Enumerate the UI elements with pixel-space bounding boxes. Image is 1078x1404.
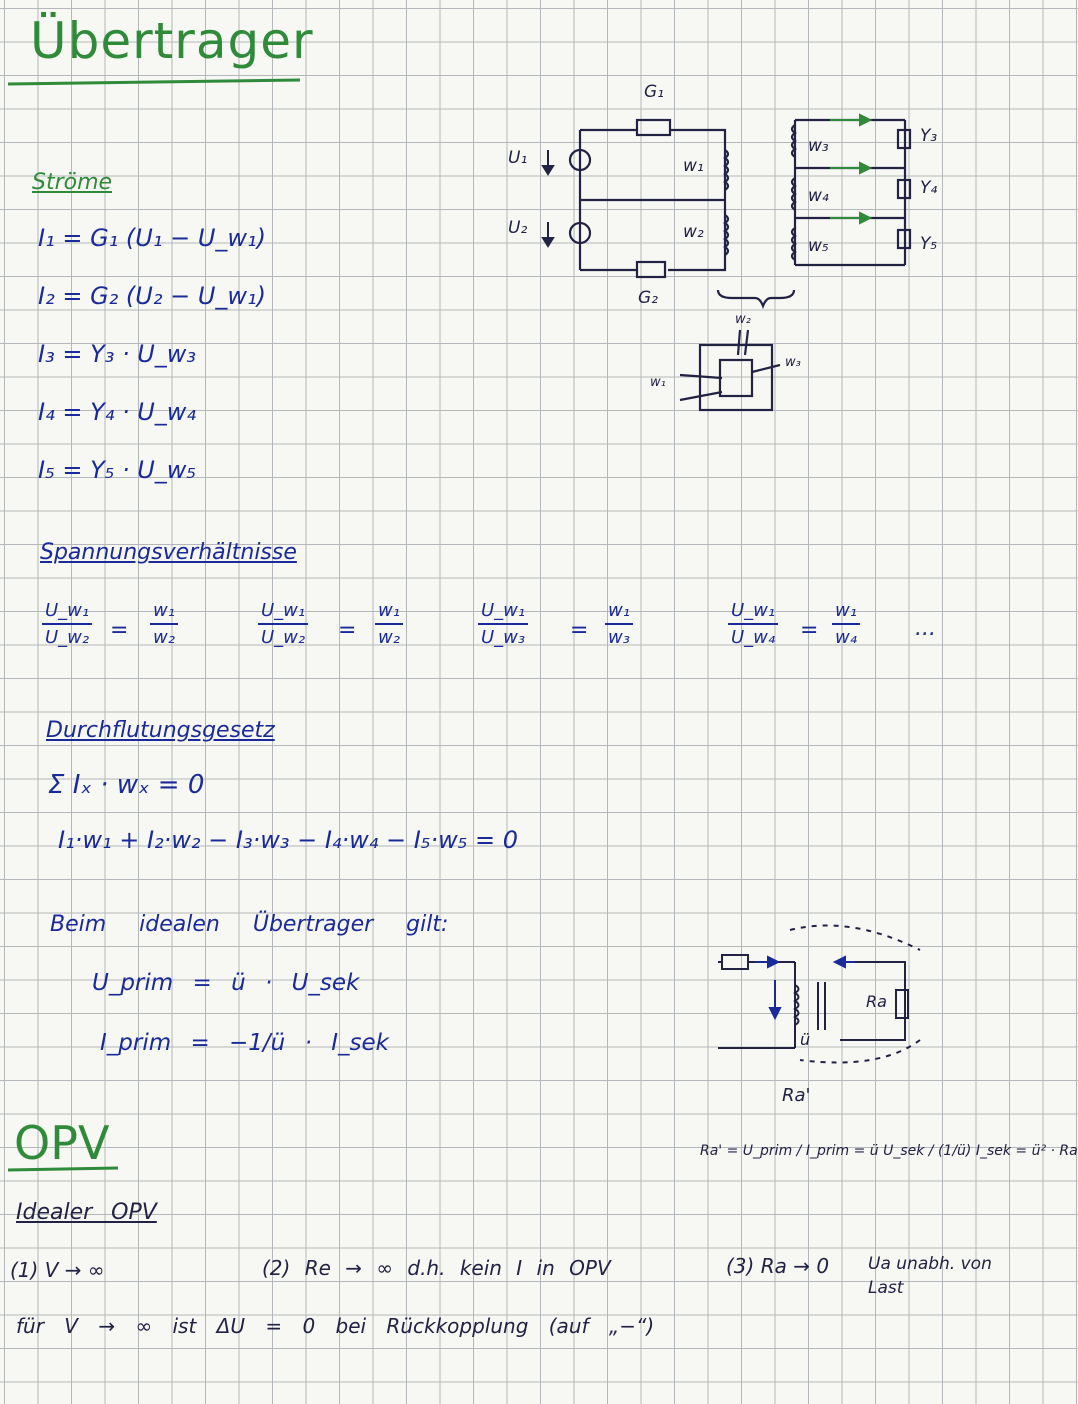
opv-point-3b: Ua unabh. von Last xyxy=(868,1254,992,1298)
ratio-1-right: $\frac{\text{w₁}}{\text{w₂}}$ xyxy=(150,600,178,648)
ratio-3-left: $\frac{\text{U\_w₁}}{\text{U\_w₃}}$ xyxy=(478,600,528,648)
core-w1-label: w₁ xyxy=(650,375,666,390)
ratio-2-left: $\frac{\text{U\_w₁}}{\text{U\_w₂}}$ xyxy=(258,600,308,648)
y5-label: Y₅ xyxy=(920,234,938,254)
durchflutung-sum: Σ Iₓ · wₓ = 0 xyxy=(48,770,205,800)
ideal-intro: Beim idealen Übertrager gilt: xyxy=(50,912,449,937)
ratio-4-left: $\frac{\text{U\_w₁}}{\text{U\_w₄}}$ xyxy=(728,600,778,648)
ratio-1-eq: = xyxy=(110,618,129,643)
w2-label: w₂ xyxy=(683,222,704,242)
g1-label: G₁ xyxy=(644,82,664,102)
ratio-ellipsis: ... xyxy=(915,616,936,641)
current-eq-4: I₄ = Y₄ · U_w₄ xyxy=(38,398,197,426)
opv-point-2: (2) Re → ∞ d.h. kein I in OPV xyxy=(262,1256,611,1280)
ratio-4-eq: = xyxy=(800,618,819,643)
ratio-3-right: $\frac{\text{w₁}}{\text{w₃}}$ xyxy=(605,600,633,648)
current-eq-3: I₃ = Y₃ · U_w₃ xyxy=(38,340,197,368)
u1-label: U₁ xyxy=(508,148,528,168)
ratio-2-right: $\frac{\text{w₁}}{\text{w₂}}$ xyxy=(375,600,403,648)
ra-prime-eq: Ra' = U_prim / I_prim = ü U_sek / (1/ü) I_sek = ü² · Ra xyxy=(700,1143,1078,1159)
spannung-heading: Spannungsverhältnisse xyxy=(40,540,297,565)
opv-point-1: (1) V → ∞ xyxy=(10,1258,105,1282)
current-eq-1: I₁ = G₁ (U₁ − U_w₁) xyxy=(38,224,267,252)
opv-subheading: Idealer OPV xyxy=(16,1200,157,1225)
ratio-1-left: $\frac{\text{U\_w₁}}{\text{U\_w₂}}$ xyxy=(42,600,92,648)
load-label: Ra xyxy=(866,992,887,1011)
w3-label: w₃ xyxy=(808,136,829,156)
core-w2-label: w₂ xyxy=(735,312,751,327)
w5-label: w₅ xyxy=(808,236,829,256)
opv-heading: OPV xyxy=(14,1116,110,1170)
y4-label: Y₄ xyxy=(920,178,938,198)
y3-label: Y₃ xyxy=(920,126,938,146)
core-w3-label: w₃ xyxy=(785,355,801,370)
current-eq-2: I₂ = G₂ (U₂ − U_w₁) xyxy=(38,282,267,310)
opv-point-3: (3) Ra → 0 xyxy=(726,1254,830,1278)
page-title: Übertrager xyxy=(30,12,314,70)
ratio-3-eq: = xyxy=(570,618,589,643)
durchflutung-eq: I₁·w₁ + I₂·w₂ − I₃·w₃ − I₄·w₄ − I₅·w₅ = 0 xyxy=(58,826,518,854)
current-eq-5: I₅ = Y₅ · U_w₅ xyxy=(38,456,197,484)
ue-label: ü xyxy=(800,1030,811,1049)
g2-label: G₂ xyxy=(638,288,658,308)
w1-label: w₁ xyxy=(683,156,704,176)
ideal-eq-2: I_prim = −1/ü · I_sek xyxy=(100,1030,389,1056)
ideal-eq-1: U_prim = ü · U_sek xyxy=(92,970,360,996)
u2-label: U₂ xyxy=(508,218,528,238)
ra-prime-label: Ra' xyxy=(782,1085,811,1106)
ratio-2-eq: = xyxy=(338,618,357,643)
w4-label: w₄ xyxy=(808,186,829,206)
ratio-4-right: $\frac{\text{w₁}}{\text{w₄}}$ xyxy=(832,600,860,648)
opv-feedback-line: für V → ∞ ist ΔU = 0 bei Rückkopplung (auf „−“) xyxy=(16,1314,655,1338)
durchflutung-heading: Durchflutungsgesetz xyxy=(46,718,275,743)
stroeme-heading: Ströme xyxy=(32,170,113,195)
